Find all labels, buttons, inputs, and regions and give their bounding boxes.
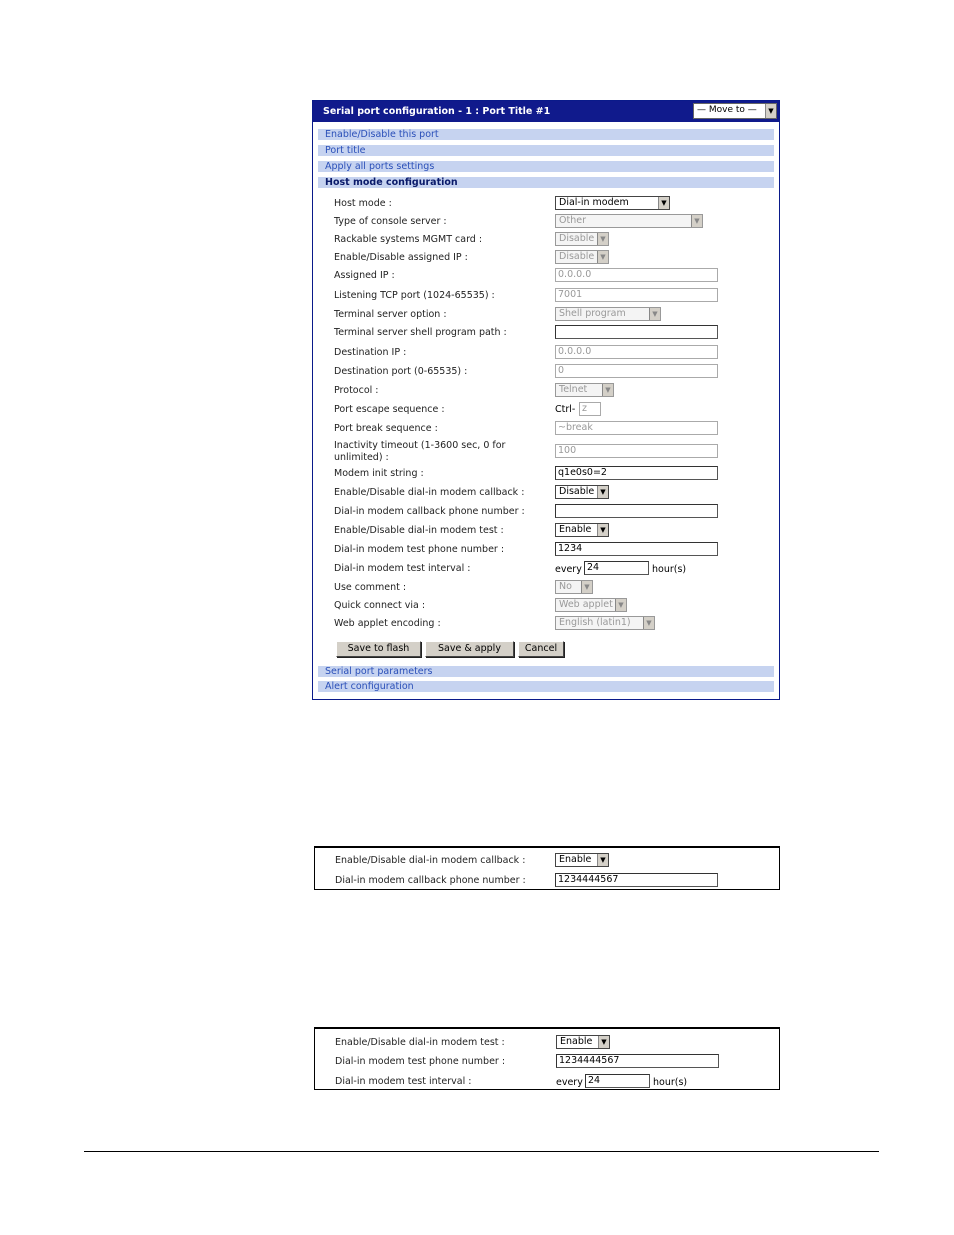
serial-port-config-panel (312, 100, 780, 700)
terminal-server-option-value: Shell program (559, 308, 626, 319)
modem-test-toggle-select[interactable] (556, 1035, 610, 1049)
host-mode-value: Dial-in modem (559, 197, 629, 208)
port-escape-input[interactable]: z (579, 402, 601, 416)
chevron-down-icon: ▼ (597, 233, 608, 245)
test-phone-label: Dial-in modem test phone number : (335, 1056, 506, 1067)
assigned-ip-input[interactable]: 0.0.0.0 (555, 268, 718, 282)
assigned-ip-toggle-label: Enable/Disable assigned IP : (334, 252, 468, 263)
chevron-down-icon: ▼ (765, 104, 776, 118)
chevron-down-icon: ▼ (581, 581, 592, 593)
chevron-down-icon: ▼ (615, 599, 626, 611)
modem-test-toggle-value: Enable (559, 524, 592, 535)
chevron-down-icon: ▼ (649, 308, 660, 320)
chevron-down-icon: ▼ (597, 854, 608, 866)
test-interval-suffix: hour(s) (653, 1077, 688, 1088)
panel-title: Serial port configuration - 1 : Port Title #1 (323, 106, 551, 117)
protocol-label: Protocol : (334, 385, 379, 396)
callback-phone-input[interactable]: 1234444567 (555, 873, 718, 887)
protocol-value: Telnet (559, 384, 588, 395)
modem-test-toggle-value: Enable (560, 1036, 593, 1047)
panel-title-bar (313, 101, 779, 122)
protocol-select[interactable] (555, 383, 614, 397)
inactivity-timeout-label-line2: unlimited) : (334, 452, 389, 463)
move-to-select[interactable] (693, 103, 777, 119)
chevron-down-icon: ▼ (597, 524, 608, 536)
page-footer-rule (84, 1151, 879, 1152)
callback-toggle-value: Disable (559, 486, 595, 497)
quick-connect-select[interactable] (555, 598, 627, 612)
destination-ip-label: Destination IP : (334, 347, 407, 358)
chevron-down-icon: ▼ (602, 384, 613, 396)
quick-connect-value: Web applet (559, 599, 613, 610)
port-break-input[interactable]: ~break (555, 421, 718, 435)
move-to-value: — Move to — (697, 105, 757, 115)
host-mode-label: Host mode : (334, 198, 392, 209)
section-enable-disable-port[interactable]: Enable/Disable this port (318, 129, 774, 140)
test-phone-label: Dial-in modem test phone number : (334, 544, 505, 555)
terminal-server-option-select[interactable] (555, 307, 661, 321)
console-server-type-value: Other (559, 215, 586, 226)
shell-program-path-label: Terminal server shell program path : (334, 327, 507, 338)
chevron-down-icon: ▼ (691, 215, 702, 227)
destination-port-input[interactable]: 0 (555, 364, 718, 378)
callback-phone-label: Dial-in modem callback phone number : (334, 506, 525, 517)
destination-port-label: Destination port (0-65535) : (334, 366, 468, 377)
rackable-mgmt-label: Rackable systems MGMT card : (334, 234, 483, 245)
callback-toggle-select[interactable] (555, 853, 609, 867)
test-interval-label: Dial-in modem test interval : (335, 1076, 472, 1087)
assigned-ip-toggle-select[interactable] (555, 250, 609, 264)
test-interval-prefix: every (555, 564, 582, 575)
inactivity-timeout-input[interactable]: 100 (555, 444, 718, 458)
save-to-flash-button[interactable]: Save to flash (336, 641, 421, 657)
callback-toggle-label: Enable/Disable dial-in modem callback : (334, 487, 525, 498)
section-alert-configuration[interactable]: Alert configuration (318, 681, 774, 692)
modem-test-toggle-select[interactable] (555, 523, 609, 537)
section-apply-all-ports[interactable]: Apply all ports settings (318, 161, 774, 172)
destination-ip-input[interactable]: 0.0.0.0 (555, 345, 718, 359)
rackable-mgmt-value: Disable (559, 233, 595, 244)
use-comment-select[interactable] (555, 580, 593, 594)
port-escape-prefix: Ctrl- (555, 404, 576, 415)
use-comment-value: No (559, 581, 572, 592)
assigned-ip-label: Assigned IP : (334, 270, 395, 281)
listening-tcp-port-input[interactable]: 7001 (555, 288, 718, 302)
test-interval-input[interactable]: 24 (585, 1074, 650, 1088)
section-port-title[interactable]: Port title (318, 145, 774, 156)
terminal-server-option-label: Terminal server option : (334, 309, 447, 320)
test-phone-input[interactable]: 1234 (555, 542, 718, 556)
modem-init-label: Modem init string : (334, 468, 424, 479)
host-mode-select[interactable] (555, 196, 670, 210)
applet-encoding-value: English (latin1) (559, 617, 631, 628)
chevron-down-icon: ▼ (643, 617, 654, 629)
test-interval-label: Dial-in modem test interval : (334, 563, 471, 574)
test-phone-input[interactable]: 1234444567 (556, 1054, 719, 1068)
callback-phone-label: Dial-in modem callback phone number : (335, 875, 526, 886)
chevron-down-icon: ▼ (597, 251, 608, 263)
rackable-mgmt-select[interactable] (555, 232, 609, 246)
modem-init-input[interactable]: q1e0s0=2 (555, 466, 718, 480)
save-apply-button[interactable]: Save & apply (425, 641, 514, 657)
applet-encoding-select[interactable] (555, 616, 655, 630)
inactivity-timeout-label: Inactivity timeout (1-3600 sec, 0 for (334, 440, 506, 451)
callback-toggle-value: Enable (559, 854, 592, 865)
quick-connect-label: Quick connect via : (334, 600, 426, 611)
cancel-button[interactable]: Cancel (518, 641, 564, 657)
modem-test-toggle-label: Enable/Disable dial-in modem test : (334, 525, 504, 536)
assigned-ip-toggle-value: Disable (559, 251, 595, 262)
section-host-mode-config[interactable]: Host mode configuration (318, 177, 774, 188)
use-comment-label: Use comment : (334, 582, 407, 593)
applet-encoding-label: Web applet encoding : (334, 618, 441, 629)
chevron-down-icon: ▼ (598, 1036, 609, 1048)
test-interval-prefix: every (556, 1077, 583, 1088)
test-interval-suffix: hour(s) (652, 564, 687, 575)
callback-toggle-label: Enable/Disable dial-in modem callback : (335, 855, 526, 866)
test-interval-input[interactable]: 24 (584, 561, 649, 575)
console-server-type-label: Type of console server : (334, 216, 447, 227)
callback-toggle-select[interactable] (555, 485, 609, 499)
shell-program-path-input[interactable] (555, 325, 718, 339)
section-serial-port-parameters[interactable]: Serial port parameters (318, 666, 774, 677)
port-escape-label: Port escape sequence : (334, 404, 445, 415)
callback-settings-box (314, 846, 780, 890)
modem-test-toggle-label: Enable/Disable dial-in modem test : (335, 1037, 505, 1048)
port-break-label: Port break sequence : (334, 423, 438, 434)
modem-test-settings-box (314, 1027, 780, 1090)
callback-phone-input[interactable] (555, 504, 718, 518)
console-server-type-select[interactable] (555, 214, 703, 228)
chevron-down-icon: ▼ (597, 486, 608, 498)
listening-tcp-port-label: Listening TCP port (1024-65535) : (334, 290, 495, 301)
chevron-down-icon: ▼ (658, 197, 669, 209)
